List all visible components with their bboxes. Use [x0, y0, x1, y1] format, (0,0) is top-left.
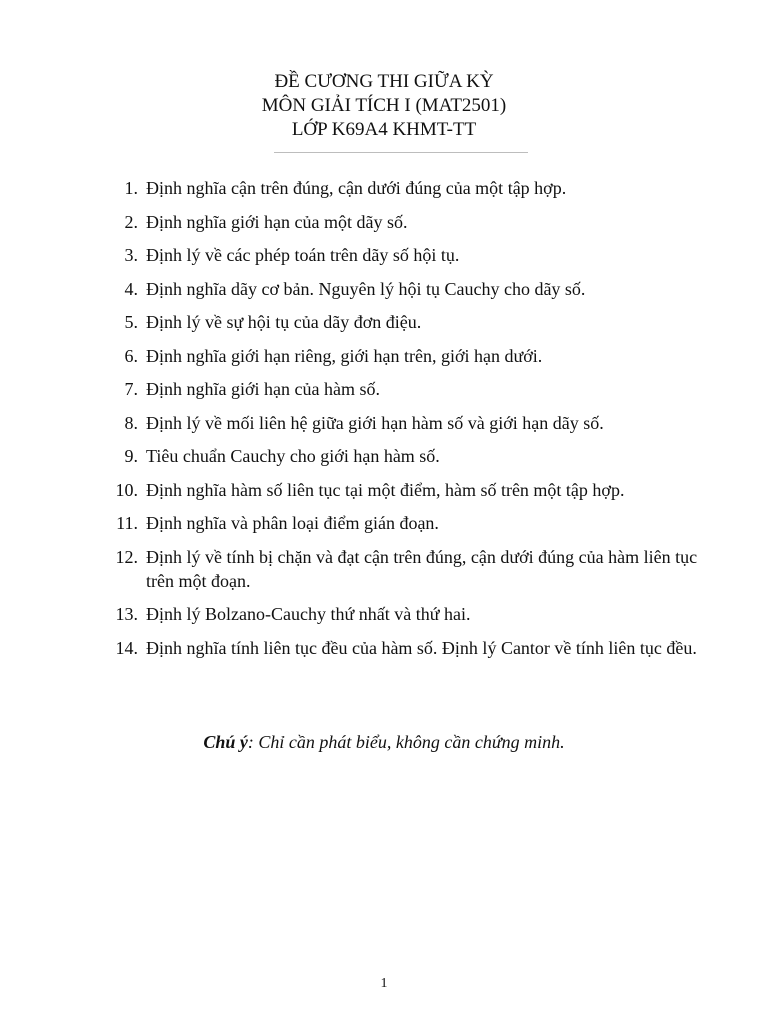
item-number: 6. [124, 345, 138, 366]
item-text: Định lý về các phép toán trên dãy số hội tụ. [146, 245, 460, 265]
list-item [0, 511, 768, 535]
item-text: Định lý về tính bị chặn và đạt cận trên đúng, cận dưới đúng của hàm liên tục trên một đoạn. [146, 546, 698, 591]
item-text: Tiêu chuẩn Cauchy cho giới hạn hàm số. [146, 446, 440, 466]
item-text: Định lý Bolzano-Cauchy thứ nhất và thứ hai. [146, 604, 471, 624]
item-text: Định lý về sự hội tụ của dãy đơn điệu. [146, 312, 422, 332]
header-divider [274, 152, 528, 153]
list-item [0, 602, 768, 626]
header-course: MÔN GIẢI TÍCH I (MAT2501) [261, 95, 507, 116]
note-label: Chú ý [203, 732, 248, 752]
item-number: 7. [124, 379, 138, 399]
item-text: Định nghĩa giới hạn của một dãy số. [146, 211, 408, 232]
item-number: 9. [124, 446, 138, 466]
item-number: 11. [116, 513, 138, 533]
list-item [0, 310, 768, 334]
item-number: 10. [115, 479, 138, 500]
header-title: ĐỀ CƯƠNG THI GIỮA KỲ [274, 71, 494, 92]
item-number: 8. [124, 412, 138, 433]
topic-list [0, 176, 768, 669]
item-text: Định nghĩa hàm số liên tục tại một điểm, hàm số trên một tập hợp. [146, 479, 625, 500]
note [0, 730, 768, 754]
item-number: 13. [115, 604, 138, 624]
item-text: Định nghĩa dãy cơ bản. Nguyên lý hội tụ Cauchy cho dãy số. [146, 278, 586, 299]
item-text: Định nghĩa và phân loại điểm gián đoạn. [146, 513, 439, 533]
item-text: Định nghĩa cận trên đúng, cận dưới đúng của một tập hợp. [146, 178, 567, 198]
document-header [0, 70, 768, 142]
list-item [0, 636, 768, 660]
item-number: 3. [124, 245, 138, 265]
item-text: Định lý về mối liên hệ giữa giới hạn hàm số và giới hạn dãy số. [146, 412, 604, 433]
list-item [0, 210, 768, 234]
item-number: 5. [124, 312, 138, 332]
list-item [0, 545, 768, 593]
list-item [0, 377, 768, 401]
item-text: Định nghĩa giới hạn của hàm số. [146, 379, 380, 399]
item-number: 12. [115, 546, 138, 567]
note-text: : Chỉ cần phát biểu, không cần chứng minh. [247, 732, 565, 752]
header-class: LỚP K69A4 KHMT-TT [291, 119, 477, 140]
item-number: 4. [124, 278, 138, 299]
item-number: 14. [115, 637, 138, 658]
item-text: Định nghĩa giới hạn riêng, giới hạn trên, giới hạn dưới. [146, 345, 543, 366]
item-text: Định nghĩa tính liên tục đều của hàm số. Định lý Cantor về tính liên tục đều. [146, 637, 697, 658]
page-number: 1 [380, 976, 388, 991]
item-number: 2. [124, 211, 138, 232]
list-item [0, 176, 768, 200]
item-number: 1. [124, 178, 138, 198]
list-item [0, 444, 768, 468]
list-item [0, 344, 768, 368]
list-item [0, 411, 768, 435]
list-item [0, 243, 768, 267]
list-item [0, 478, 768, 502]
list-item [0, 277, 768, 301]
